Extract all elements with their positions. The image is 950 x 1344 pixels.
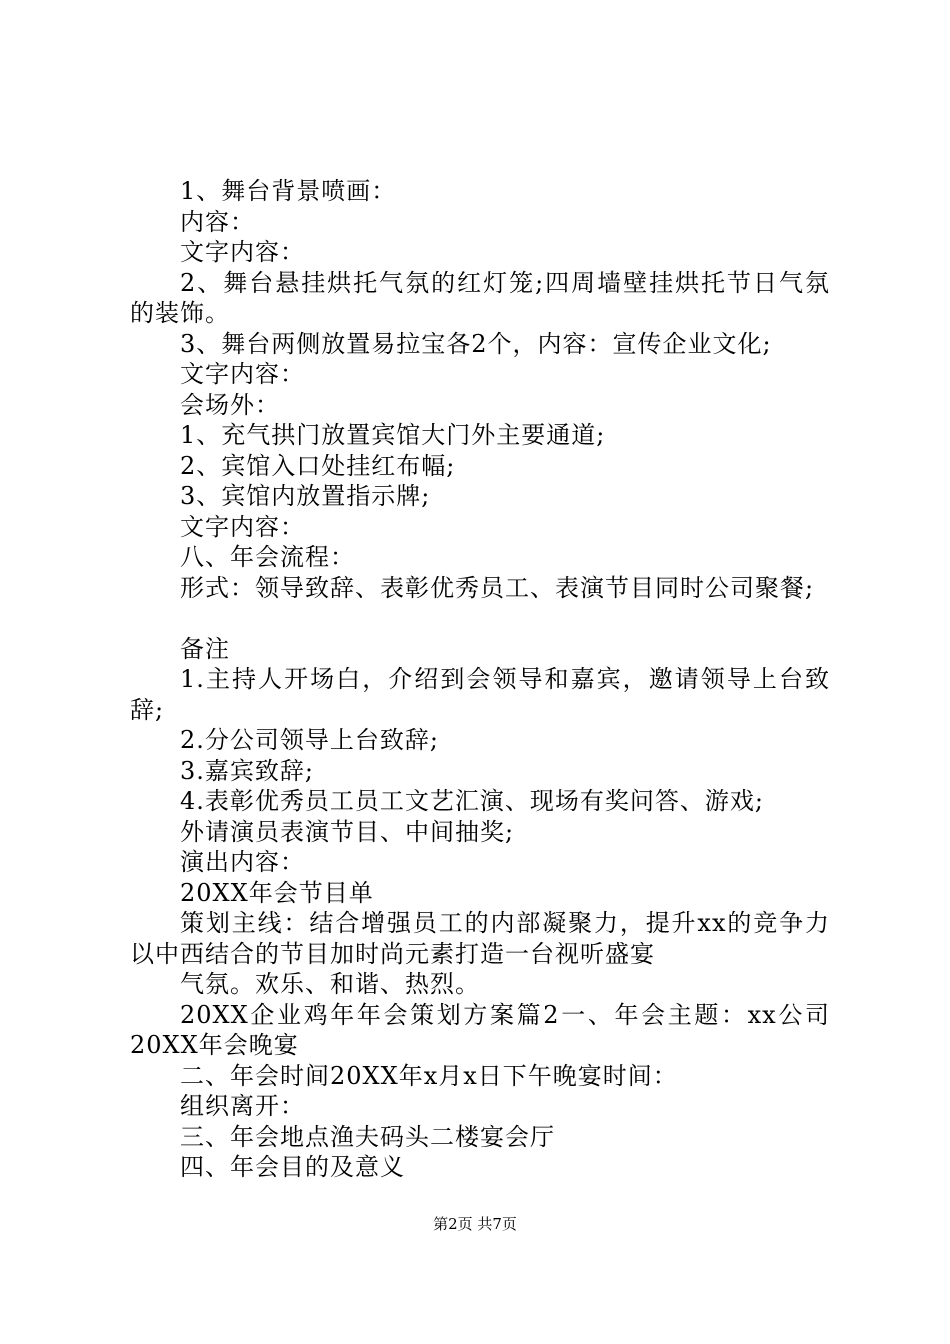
text-line: 20XX年会晚宴: [130, 1031, 299, 1059]
text-line: 3.嘉宾致辞;: [180, 756, 314, 785]
text-line: 的装饰。: [130, 299, 230, 327]
text-line: 3、舞台两侧放置易拉宝各2个，内容：宣传企业文化;: [180, 329, 772, 358]
text-line: 内容：: [180, 207, 255, 236]
text-line: 2.分公司领导上台致辞;: [180, 726, 439, 754]
text-line: 文字内容：: [180, 360, 305, 388]
text-line: 1、充气拱门放置宾馆大门外主要通道;: [180, 421, 606, 449]
text-line: 形式：领导致辞、表彰优秀员工、表演节目同时公司聚餐;: [180, 573, 815, 602]
text-line: 3、宾馆内放置指示牌;: [180, 482, 431, 510]
text-line: 演出内容：: [180, 848, 305, 876]
text-line: 会场外：: [180, 390, 280, 419]
text-line: 四、年会目的及意义: [180, 1153, 405, 1181]
text-line: 气氛。欢乐、和谐、热烈。: [180, 970, 480, 998]
text-line: 策划主线：结合增强员工的内部凝聚力，提升xx的竞争力: [180, 909, 830, 937]
text-line: 文字内容：: [180, 512, 305, 541]
text-line: 文字内容：: [180, 238, 305, 266]
section-heading: 八、年会流程：: [180, 543, 355, 571]
text-line: 三、年会地点渔夫码头二楼宴会厅: [180, 1122, 555, 1151]
text-line: 4.表彰优秀员工员工文艺汇演、现场有奖问答、游戏;: [180, 787, 764, 815]
text-line: 20XX年会节目单: [180, 878, 374, 907]
text-line: 以中西结合的节目加时尚元素打造一台视听盛宴: [130, 939, 655, 968]
text-line: 辞;: [130, 695, 165, 724]
text-line: 2、宾馆入口处挂红布幅;: [180, 451, 456, 480]
blank-line: [130, 603, 830, 634]
text-line: 组织离开：: [180, 1092, 305, 1120]
text-line: 二、年会时间20XX年x月x日下午晚宴时间：: [180, 1061, 678, 1090]
text-line: 1.主持人开场白，介绍到会领导和嘉宾，邀请领导上台致: [180, 665, 830, 693]
text-line: 20XX企业鸡年年会策划方案篇2一、年会主题：xx公司: [180, 1000, 830, 1029]
text-line: 1、舞台背景喷画：: [180, 177, 397, 205]
document-body: [130, 176, 830, 1183]
text-line: 2、舞台悬挂烘托气氛的红灯笼;四周墙壁挂烘托节日气氛: [180, 268, 830, 297]
page-number-footer: 第2页 共7页: [433, 1215, 517, 1233]
text-line: 外请演员表演节目、中间抽奖;: [180, 817, 515, 846]
text-line: 备注: [180, 634, 230, 663]
